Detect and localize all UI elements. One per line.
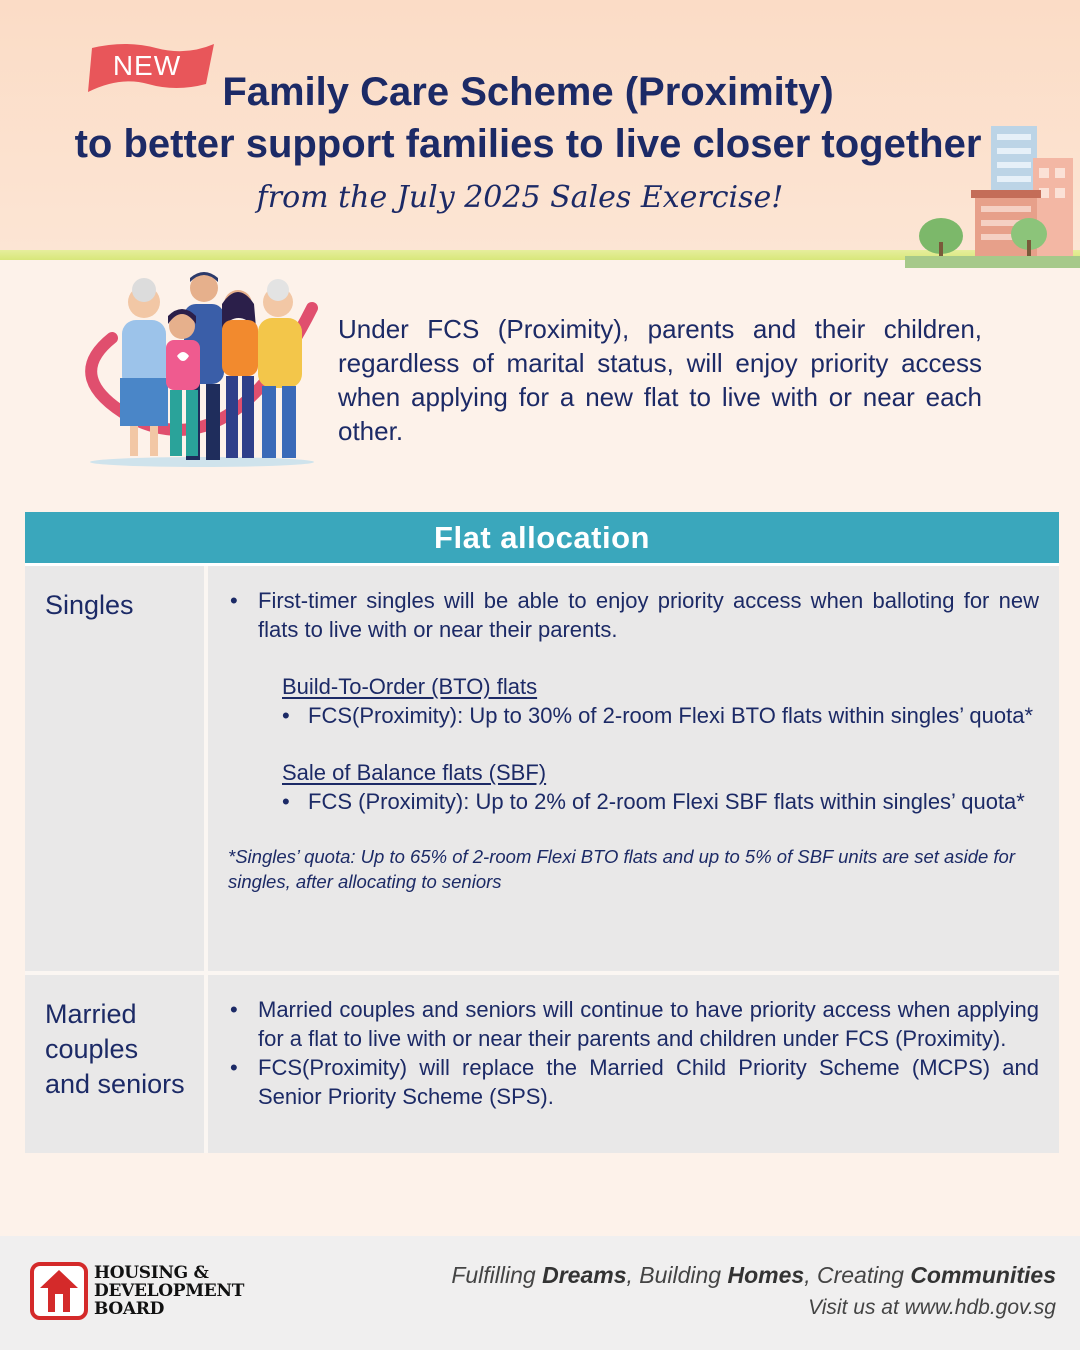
bto-block	[282, 672, 1039, 730]
org-name-line1: HOUSING &	[94, 1263, 209, 1283]
married-bullet-1: • Married couples and seniors will continue to have priority access when applying for a flat to live with or near their parents and children under FCS (Proximity).	[228, 995, 1039, 1053]
slogan-part: , Building	[626, 1262, 722, 1288]
org-name-line2: DEVELOPMENT	[94, 1281, 245, 1301]
married-label-line2: couples	[45, 1034, 139, 1064]
slogan-bold: Communities	[910, 1262, 1056, 1288]
singles-details	[208, 566, 1059, 971]
hdb-org-name	[94, 1264, 244, 1318]
footer-slogan	[451, 1262, 1056, 1289]
family-illustration-icon	[72, 268, 324, 468]
new-badge-label: NEW	[112, 50, 182, 81]
married-details	[208, 975, 1059, 1153]
table-row-singles	[25, 566, 1059, 971]
married-label	[25, 975, 208, 1153]
table-row-married	[25, 971, 1059, 1153]
intro-paragraph: Under FCS (Proximity), parents and their children, regardless of marital status, will enjoy priority access when applying for a new flat to live with or near each other.	[338, 314, 982, 446]
hdb-house-logo-icon	[30, 1262, 88, 1320]
sbf-heading: Sale of Balance flats (SBF)	[282, 760, 547, 785]
title-line-1: Family Care Scheme (Proximity)	[222, 70, 834, 114]
slogan-part: Fulfilling	[451, 1262, 536, 1288]
married-label-line1: Married	[45, 999, 137, 1029]
title-line-2: to better support families to live closer together	[74, 122, 982, 166]
sbf-block	[282, 758, 1039, 816]
footer-website-link[interactable]: Visit us at www.hdb.gov.sg	[808, 1296, 1056, 1319]
slogan-bold: Dreams	[542, 1262, 627, 1288]
bto-bullet: • FCS(Proximity): Up to 30% of 2-room Flexi BTO flats within singles’ quota*	[282, 701, 1039, 730]
buildings-illustration-icon	[905, 118, 1080, 268]
sbf-bullet: • FCS (Proximity): Up to 2% of 2-room Flexi SBF flats within singles’ quota*	[282, 787, 1039, 816]
footer	[0, 1236, 1080, 1350]
singles-bullet: • First-timer singles will be able to enjoy priority access when balloting for new flats to live with or near their parents.	[228, 586, 1039, 644]
married-bullet-2: • FCS(Proximity) will replace the Married Child Priority Scheme (MCPS) and Senior Priority Scheme (SPS).	[228, 1053, 1039, 1111]
flat-allocation-table	[25, 512, 1059, 1153]
bto-heading: Build-To-Order (BTO) flats	[282, 674, 538, 699]
subtitle: from the July 2025 Sales Exercise!	[256, 180, 784, 215]
table-heading: Flat allocation	[25, 512, 1059, 566]
slogan-part: , Creating	[804, 1262, 904, 1288]
org-name-line3: BOARD	[94, 1299, 165, 1319]
singles-quota-footnote: *Singles’ quota: Up to 65% of 2-room Flexi BTO flats and up to 5% of SBF units are set aside for singles, after allocating to seniors	[228, 846, 1016, 892]
singles-label: Singles	[25, 566, 208, 971]
slogan-bold: Homes	[727, 1262, 805, 1288]
married-label-line3: and seniors	[45, 1069, 185, 1099]
